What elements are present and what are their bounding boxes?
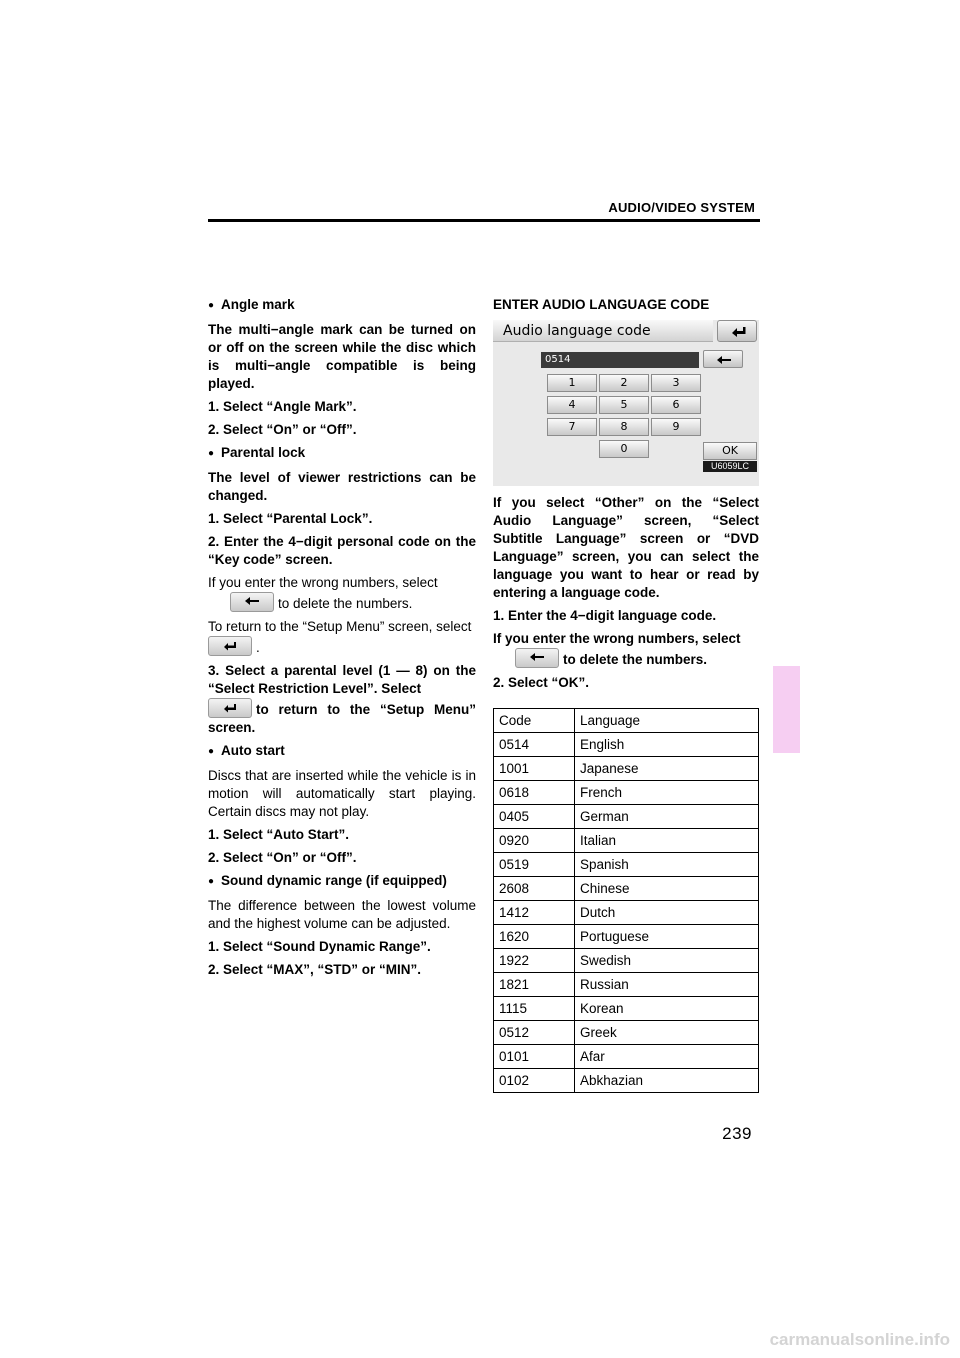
section-header-title: AUDIO/VIDEO SYSTEM [608,200,755,215]
wrong-numbers-text: If you enter the wrong numbers, select [493,631,741,646]
parental-step-3-text: 3. Select a parental level (1 — 8) on the “Select Restriction Level”. Select [208,663,476,696]
language-name-cell: Chinese [575,877,759,901]
language-code-cell: 0102 [494,1069,575,1093]
language-code-cell: 0512 [494,1021,575,1045]
key-0[interactable]: 0 [599,440,649,458]
screen-title: Audio language code [493,320,713,342]
left-arrow-icon [716,355,732,365]
wrong-numbers-note [208,574,476,613]
language-code-cell: 0920 [494,829,575,853]
parental-lock-step-1: 1. Select “Parental Lock”. [208,511,373,526]
screen-back-button[interactable] [717,320,757,342]
section-side-tab [773,666,800,753]
language-name-cell: German [575,805,759,829]
return-arrow-icon [730,325,748,338]
language-name-cell: Russian [575,973,759,997]
key-3[interactable]: 3 [651,374,701,392]
auto-start-heading: ● Auto start [208,742,476,762]
wrong-numbers-note-right [493,630,759,669]
table-row [494,781,759,805]
language-name-cell: Swedish [575,949,759,973]
left-arrow-icon [529,652,545,662]
language-name-cell: Abkhazian [575,1069,759,1093]
table-row [494,973,759,997]
return-arrow-icon [222,640,238,652]
language-name-cell: English [575,733,759,757]
table-row [494,853,759,877]
sound-dynamic-range-step-1: 1. Select “Sound Dynamic Range”. [208,939,431,954]
header-rule [208,219,760,222]
table-row [494,1021,759,1045]
key-7[interactable]: 7 [547,418,597,436]
language-code-table [493,708,759,1093]
language-name-cell: Afar [575,1045,759,1069]
language-code-cell: 1412 [494,901,575,925]
language-name-cell: Italian [575,829,759,853]
sound-dynamic-range-heading: ● Sound dynamic range (if equipped) [208,872,476,892]
watermark: carmanualsonline.info [769,1330,950,1349]
angle-mark-step-1: 1. Select “Angle Mark”. [208,399,357,414]
ok-button[interactable]: OK [703,442,757,460]
language-code-cell: 1620 [494,925,575,949]
return-text: To return to the “Setup Menu” screen, select [208,619,472,634]
language-name-cell: Dutch [575,901,759,925]
angle-mark-heading: ● Angle mark [208,296,476,316]
language-name-cell: Japanese [575,757,759,781]
language-step-1: 1. Enter the 4−digit language code. [493,608,717,623]
wrong-numbers-text-end: to delete the numbers. [278,596,413,611]
parental-lock-description: The level of viewer restrictions can be changed. [208,470,476,503]
language-code-cell: 0618 [494,781,575,805]
return-arrow-icon [222,702,238,714]
language-code-cell: 1115 [494,997,575,1021]
image-code-label: U6059LC [703,461,757,472]
table-row [494,1069,759,1093]
wrong-numbers-text: If you enter the wrong numbers, select [208,575,438,590]
auto-start-step-2: 2. Select “On” or “Off”. [208,850,357,865]
delete-button [515,648,559,668]
parental-lock-heading: ● Parental lock [208,444,476,464]
table-row [494,997,759,1021]
delete-button [230,592,274,612]
language-code-cell: 0519 [494,853,575,877]
angle-mark-description: The multi−angle mark can be turned on or off on the screen while the disc which is multi−angle compatible is being played. [208,322,476,391]
left-arrow-icon [244,596,260,606]
auto-start-description: Discs that are inserted while the vehicle is in motion will automatically start playing. Certain discs may not play. [208,768,476,819]
back-button [208,698,252,718]
table-row [494,877,759,901]
table-header-code: Code [494,709,575,733]
table-row [494,757,759,781]
table-row [494,733,759,757]
table-row [494,925,759,949]
language-name-cell: French [575,781,759,805]
key-2[interactable]: 2 [599,374,649,392]
left-column [208,296,476,984]
wrong-numbers-text-end: to delete the numbers. [563,652,708,667]
right-column [493,296,759,1093]
return-note [208,618,476,657]
code-input-field[interactable]: 0514 [541,352,699,368]
table-row [494,949,759,973]
key-6[interactable]: 6 [651,396,701,414]
language-code-cell: 0405 [494,805,575,829]
key-5[interactable]: 5 [599,396,649,414]
sound-dynamic-range-description: The difference between the lowest volume and the highest volume can be adjusted. [208,898,476,931]
language-name-cell: Spanish [575,853,759,877]
audio-language-code-screen [493,320,759,486]
auto-start-step-1: 1. Select “Auto Start”. [208,827,350,842]
table-row [494,901,759,925]
key-1[interactable]: 1 [547,374,597,392]
language-code-cell: 0101 [494,1045,575,1069]
parental-step-3-text-end: to return to the “Setup Menu” screen. [208,702,476,735]
parental-lock-step-2: 2. Enter the 4−digit personal code on the “Key code” screen. [208,534,476,567]
page-number: 239 [722,1124,752,1143]
language-step-2: 2. Select “OK”. [493,675,590,690]
key-4[interactable]: 4 [547,396,597,414]
table-header-language: Language [575,709,759,733]
language-code-cell: 0514 [494,733,575,757]
table-row [494,805,759,829]
key-9[interactable]: 9 [651,418,701,436]
table-row [494,1045,759,1069]
parental-lock-step-3 [208,662,476,737]
language-name-cell: Korean [575,997,759,1021]
language-name-cell: Portuguese [575,925,759,949]
screen-delete-button[interactable] [703,350,743,368]
table-header-row [494,709,759,733]
back-button [208,636,252,656]
other-language-description: If you select “Other” on the “Select Audio Language” screen, “Select Subtitle Language” screen or “DVD Language” screen, you can select the language you want to hear or read by entering a language code. [493,495,759,600]
language-code-cell: 1001 [494,757,575,781]
enter-audio-language-code-heading: ENTER AUDIO LANGUAGE CODE [493,297,710,312]
table-row [494,829,759,853]
angle-mark-step-2: 2. Select “On” or “Off”. [208,422,357,437]
return-text-end: . [256,640,260,655]
language-name-cell: Greek [575,1021,759,1045]
sound-dynamic-range-step-2: 2. Select “MAX”, “STD” or “MIN”. [208,962,422,977]
language-code-cell: 1821 [494,973,575,997]
language-code-cell: 2608 [494,877,575,901]
key-8[interactable]: 8 [599,418,649,436]
language-code-cell: 1922 [494,949,575,973]
